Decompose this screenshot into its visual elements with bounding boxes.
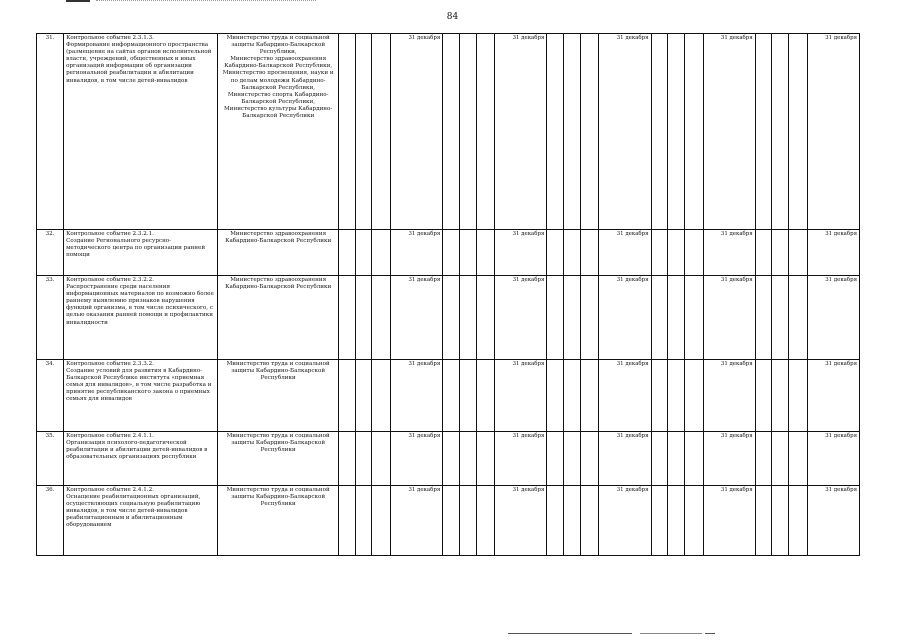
empty-cell	[443, 486, 460, 556]
row-number: 34.	[37, 360, 64, 432]
deadline-date: 31 декабря	[391, 432, 443, 486]
empty-cell	[372, 230, 391, 276]
deadline-date: 31 декабря	[807, 230, 859, 276]
empty-cell	[547, 432, 564, 486]
empty-cell	[668, 432, 685, 486]
empty-cell	[684, 432, 703, 486]
empty-cell	[355, 486, 372, 556]
empty-cell	[668, 276, 685, 360]
deadline-date: 31 декабря	[599, 432, 651, 486]
empty-cell	[580, 276, 599, 360]
empty-cell	[772, 230, 789, 276]
deadline-date: 31 декабря	[703, 34, 755, 230]
empty-cell	[684, 360, 703, 432]
empty-cell	[459, 432, 476, 486]
empty-cell	[564, 432, 581, 486]
empty-cell	[564, 230, 581, 276]
event-description: Контрольное событие 2.4.1.2. Оснащение реабилитационных организаций, осуществляющих социальную реабилитацию инвалидов, в том числе детей-инвалидов реабилитационным и абилитационным оборудованием	[64, 486, 218, 556]
empty-cell	[476, 360, 495, 432]
event-description: Контрольное событие 2.3.1.3. Формирование информационного пространства (размещение на сайтах органов исполнительной власти, учреждений, общественных и иных организаций информации об организации региональной реабилитации и абилитации инвалидов, в том числе детей-инвалидов	[64, 34, 218, 230]
empty-cell	[372, 432, 391, 486]
table-row	[37, 34, 860, 230]
empty-cell	[651, 276, 668, 360]
empty-cell	[684, 486, 703, 556]
deadline-date: 31 декабря	[703, 276, 755, 360]
empty-cell	[459, 360, 476, 432]
empty-cell	[772, 486, 789, 556]
deadline-date: 31 декабря	[495, 360, 547, 432]
deadline-date: 31 декабря	[703, 432, 755, 486]
empty-cell	[476, 432, 495, 486]
empty-cell	[580, 230, 599, 276]
empty-cell	[684, 276, 703, 360]
empty-cell	[755, 432, 772, 486]
deadline-date: 31 декабря	[391, 360, 443, 432]
empty-cell	[651, 230, 668, 276]
empty-cell	[355, 432, 372, 486]
deadline-date: 31 декабря	[495, 230, 547, 276]
empty-cell	[668, 34, 685, 230]
deadline-date: 31 декабря	[495, 486, 547, 556]
empty-cell	[755, 276, 772, 360]
empty-cell	[459, 486, 476, 556]
empty-cell	[772, 432, 789, 486]
empty-cell	[788, 360, 807, 432]
empty-cell	[564, 34, 581, 230]
deadline-date: 31 декабря	[599, 34, 651, 230]
table-row	[37, 432, 860, 486]
deadline-date: 31 декабря	[807, 34, 859, 230]
empty-cell	[339, 276, 356, 360]
empty-cell	[459, 34, 476, 230]
empty-cell	[476, 34, 495, 230]
empty-cell	[651, 432, 668, 486]
empty-cell	[372, 486, 391, 556]
empty-cell	[668, 230, 685, 276]
empty-cell	[443, 230, 460, 276]
deadline-date: 31 декабря	[807, 360, 859, 432]
empty-cell	[372, 276, 391, 360]
deadline-date: 31 декабря	[495, 432, 547, 486]
deadline-date: 31 декабря	[495, 276, 547, 360]
event-description: Контрольное событие 2.3.3.2. Создание условий для развития в Кабардино-Балкарской Республике института «приемная семья для инвалидов», в том числе разработка и принятие республиканского закона о приемных семьях для инвалидов	[64, 360, 218, 432]
row-number: 35.	[37, 432, 64, 486]
deadline-date: 31 декабря	[391, 34, 443, 230]
empty-cell	[788, 276, 807, 360]
table-row	[37, 360, 860, 432]
footer-line	[508, 633, 632, 634]
empty-cell	[772, 34, 789, 230]
responsible-executor: Министерство труда и социальной защиты Кабардино-Балкарской Республики	[218, 432, 339, 486]
table-row	[37, 276, 860, 360]
empty-cell	[476, 230, 495, 276]
empty-cell	[547, 230, 564, 276]
empty-cell	[580, 34, 599, 230]
deadline-date: 31 декабря	[599, 486, 651, 556]
responsible-executor: Министерство здравоохранения Кабардино-Балкарской Республики	[218, 276, 339, 360]
footer-line	[640, 633, 702, 634]
empty-cell	[788, 432, 807, 486]
empty-cell	[684, 34, 703, 230]
empty-cell	[580, 486, 599, 556]
row-number: 31.	[37, 34, 64, 230]
empty-cell	[755, 230, 772, 276]
deadline-date: 31 декабря	[599, 360, 651, 432]
empty-cell	[668, 486, 685, 556]
event-description: Контрольное событие 2.3.2.1. Создание Регионального ресурсно-методического центра по организации ранней помощи	[64, 230, 218, 276]
scan-artifact	[66, 0, 90, 2]
deadline-date: 31 декабря	[703, 486, 755, 556]
empty-cell	[547, 486, 564, 556]
empty-cell	[443, 34, 460, 230]
empty-cell	[355, 34, 372, 230]
row-number: 32.	[37, 230, 64, 276]
empty-cell	[339, 34, 356, 230]
deadline-date: 31 декабря	[599, 276, 651, 360]
empty-cell	[755, 360, 772, 432]
empty-cell	[684, 230, 703, 276]
empty-cell	[580, 432, 599, 486]
empty-cell	[772, 360, 789, 432]
page-number: 84	[446, 12, 459, 22]
control-events-table	[36, 33, 860, 556]
footer-line	[705, 633, 715, 634]
empty-cell	[651, 486, 668, 556]
deadline-date: 31 декабря	[807, 432, 859, 486]
empty-cell	[355, 276, 372, 360]
empty-cell	[443, 360, 460, 432]
empty-cell	[476, 486, 495, 556]
deadline-date: 31 декабря	[495, 34, 547, 230]
deadline-date: 31 декабря	[807, 276, 859, 360]
table-row	[37, 486, 860, 556]
empty-cell	[668, 360, 685, 432]
empty-cell	[788, 34, 807, 230]
empty-cell	[443, 432, 460, 486]
event-description: Контрольное событие 2.3.2.2. Распространение среди населения информационных материалов по возможно более раннему выявлению признаков нарушения функций организма, в том числе психического, с целью оказания ранней помощи и профилактики инвалидности	[64, 276, 218, 360]
empty-cell	[651, 360, 668, 432]
empty-cell	[788, 230, 807, 276]
empty-cell	[339, 360, 356, 432]
empty-cell	[459, 230, 476, 276]
empty-cell	[564, 360, 581, 432]
deadline-date: 31 декабря	[599, 230, 651, 276]
empty-cell	[355, 230, 372, 276]
empty-cell	[755, 486, 772, 556]
event-description: Контрольное событие 2.4.1.1. Организация психолого-педагогической реабилитации и абилитации детей-инвалидов в образовательных организациях республики	[64, 432, 218, 486]
empty-cell	[547, 276, 564, 360]
empty-cell	[580, 360, 599, 432]
row-number: 36.	[37, 486, 64, 556]
deadline-date: 31 декабря	[391, 486, 443, 556]
empty-cell	[476, 276, 495, 360]
scan-artifact-dots	[96, 0, 316, 3]
empty-cell	[339, 230, 356, 276]
deadline-date: 31 декабря	[807, 486, 859, 556]
empty-cell	[339, 486, 356, 556]
empty-cell	[547, 360, 564, 432]
responsible-executor: Министерство труда и социальной защиты Кабардино-Балкарской Республики, Министерство здравоохранения Кабардино-Балкарской Республики, Министерство просвещения, науки и по делам молодежи Кабардино-Балкарской Республики, Министерство спорта Кабардино-Балкарской Республики, Министерство культуры Кабардино-Балкарской Республики	[218, 34, 339, 230]
empty-cell	[772, 276, 789, 360]
empty-cell	[547, 34, 564, 230]
table-row	[37, 230, 860, 276]
deadline-date: 31 декабря	[703, 230, 755, 276]
responsible-executor: Министерство труда и социальной защиты Кабардино-Балкарской Республики	[218, 360, 339, 432]
deadline-date: 31 декабря	[391, 276, 443, 360]
empty-cell	[564, 276, 581, 360]
empty-cell	[651, 34, 668, 230]
empty-cell	[339, 432, 356, 486]
empty-cell	[788, 486, 807, 556]
empty-cell	[459, 276, 476, 360]
responsible-executor: Министерство здравоохранения Кабардино-Балкарской Республики	[218, 230, 339, 276]
deadline-date: 31 декабря	[391, 230, 443, 276]
row-number: 33.	[37, 276, 64, 360]
empty-cell	[443, 276, 460, 360]
deadline-date: 31 декабря	[703, 360, 755, 432]
empty-cell	[355, 360, 372, 432]
empty-cell	[755, 34, 772, 230]
responsible-executor: Министерство труда и социальной защиты Кабардино-Балкарской Республики	[218, 486, 339, 556]
empty-cell	[372, 360, 391, 432]
empty-cell	[372, 34, 391, 230]
empty-cell	[564, 486, 581, 556]
